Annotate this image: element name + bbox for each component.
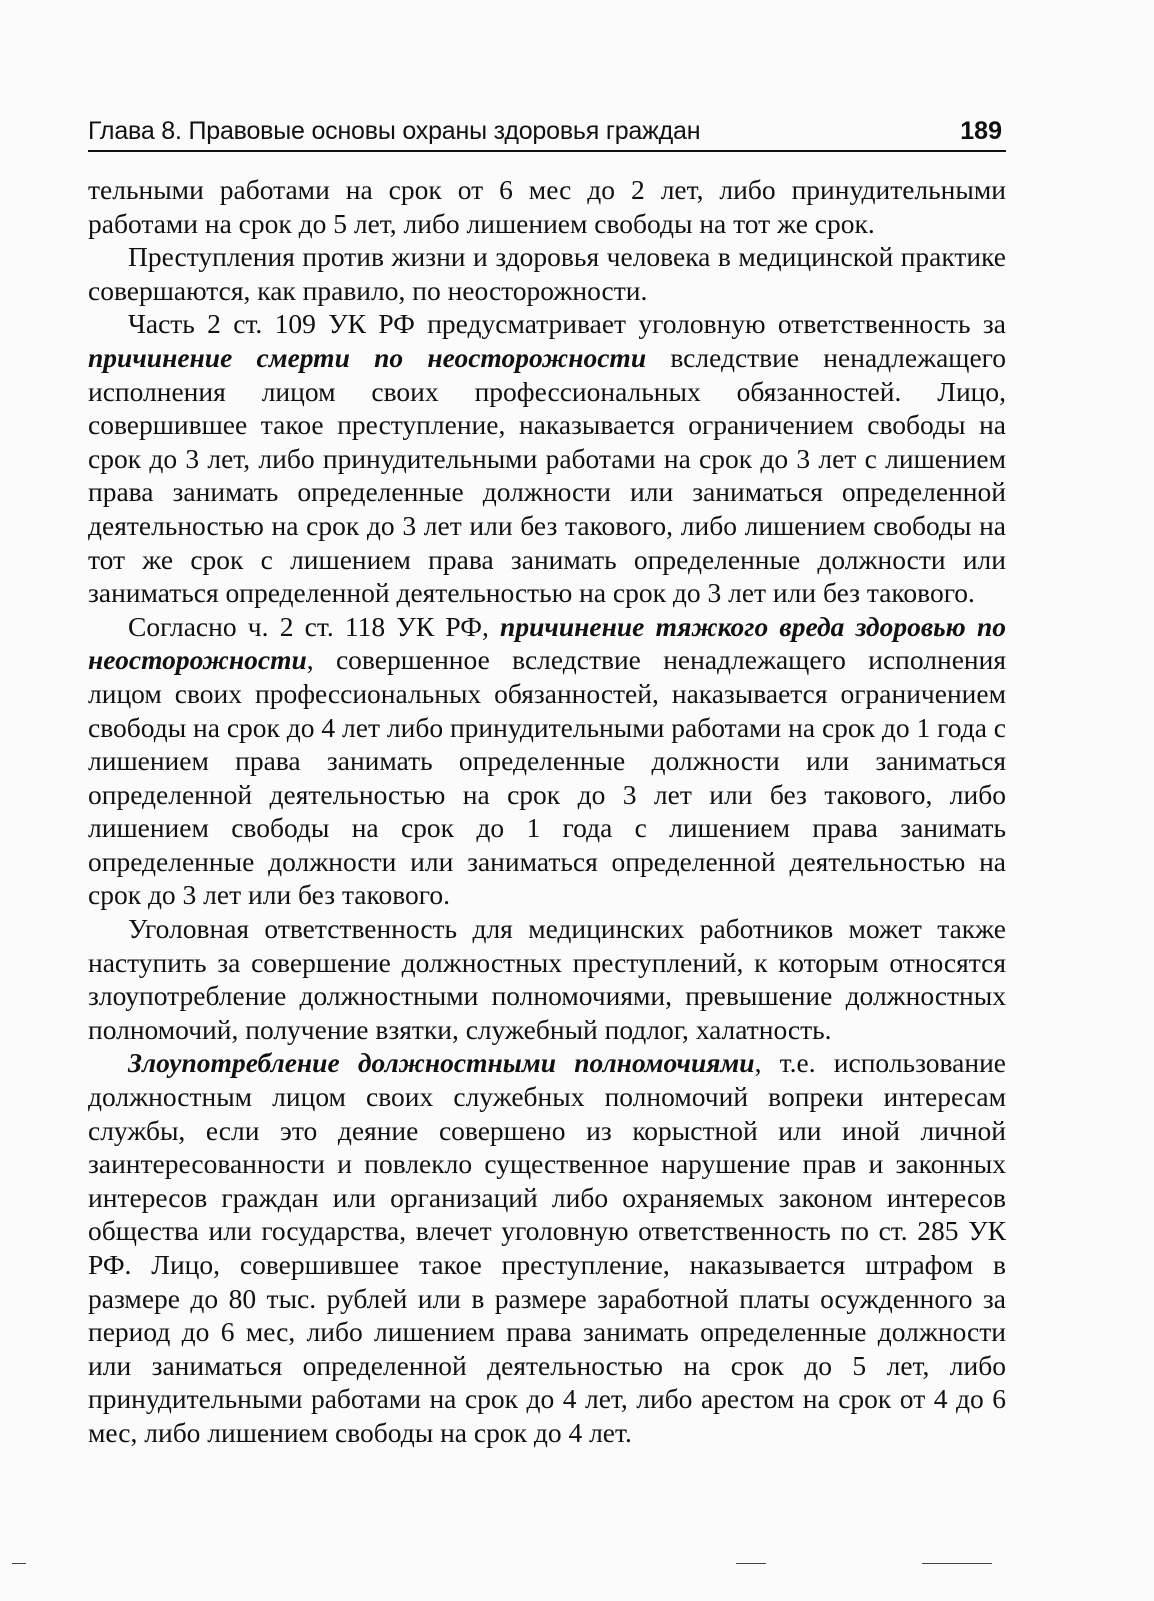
paragraph-text: , совершенное вследствие ненадлежащего исполнения лицом своих профессиональных обязанностей, наказывается ограничением свободы на срок до 4 лет либо принудительными работами на срок до 1 года с лишением права занимать определенные должности или заниматься определенной деятельностью на срок до 3 лет или без такового, либо лишением свободы на срок до 1 года с лишением права занимать определенные должности или заниматься определенной деятельностью на срок до 3 лет или без такового. bbox=[88, 644, 1006, 911]
paragraph-text: Часть 2 ст. 109 УК РФ предусматривает уголовную ответственность за bbox=[128, 308, 1006, 340]
scan-mark-left bbox=[12, 1563, 26, 1564]
paragraph-text: , т.е. использование должностным лицом своих служебных полномочий вопреки интересам службы, если это деяние совершено из корыстной или иной личной заинтересованности и повлекло существенное нарушение прав и законных интересов граждан или организаций либо охраняемых законом интересов общества или государства, влечет уголовную ответственность по ст. 285 УК РФ. Лицо, совершившее такое преступление, наказывается штрафом в размере до 80 тыс. рублей или в размере заработной платы осужденного за период до 6 мес, либо лишением права занимать определенные должности или заниматься определенной деятельностью на срок до 5 лет, либо принудительными работами на срок до 4 лет, либо арестом на срок от 4 до 6 мес, либо лишением свободы на срок до 4 лет. bbox=[88, 1047, 1006, 1448]
paragraph-text: тельными работами на срок от 6 мес до 2 лет, либо принудительными работами на срок до 5 лет, либо лишением свободы на тот же срок. bbox=[88, 174, 1006, 239]
scan-mark-center bbox=[736, 1563, 766, 1564]
paragraph-text: Уголовная ответственность для медицинских работников может также наступить за совершение должностных преступлений, к которым относятся злоупотребление должностными полномочиями, превышение должностных полномочий, получение взятки, служебный подлог, халатность. bbox=[88, 913, 1006, 1045]
paragraph bbox=[88, 610, 1006, 912]
running-header bbox=[88, 114, 1006, 152]
emphasized-term: причинение тяжкого вреда здоровью по неосторожности bbox=[88, 610, 1007, 676]
paragraph-text: Преступления против жизни и здоровья человека в медицинской практике совершаются, как правило, по неосторожности. bbox=[88, 241, 1006, 306]
paragraph bbox=[88, 240, 1006, 307]
body-text bbox=[88, 173, 1006, 1450]
chapter-title: Глава 8. Правовые основы охраны здоровья граждан bbox=[88, 117, 701, 145]
paragraph bbox=[88, 1046, 1006, 1449]
paragraph-text: Согласно ч. 2 ст. 118 УК РФ, bbox=[128, 610, 501, 642]
paragraph bbox=[88, 307, 1006, 609]
paragraph bbox=[88, 912, 1006, 1046]
paragraph-continuation bbox=[88, 173, 1006, 240]
paragraph-text: вследствие ненадлежащего исполнения лицом своих профессиональных обязанностей. Лицо, совершившее такое преступление, наказывается ограничением свободы на срок до 3 лет, либо принудительными работами на срок до 3 лет с лишением права занимать определенные должности или заниматься определенной деятельностью на срок до 3 лет или без такового, либо лишением свободы на тот же срок с лишением права занимать определенные должности или заниматься определенной деятельностью на срок до 3 лет или без такового. bbox=[88, 341, 1006, 609]
emphasized-term: причинение смерти по неосторожности bbox=[88, 341, 647, 373]
scan-mark-right bbox=[922, 1563, 992, 1564]
emphasized-term: Злоупотребление должностными полномочиями bbox=[128, 1047, 755, 1079]
page-number: 189 bbox=[960, 117, 1002, 145]
